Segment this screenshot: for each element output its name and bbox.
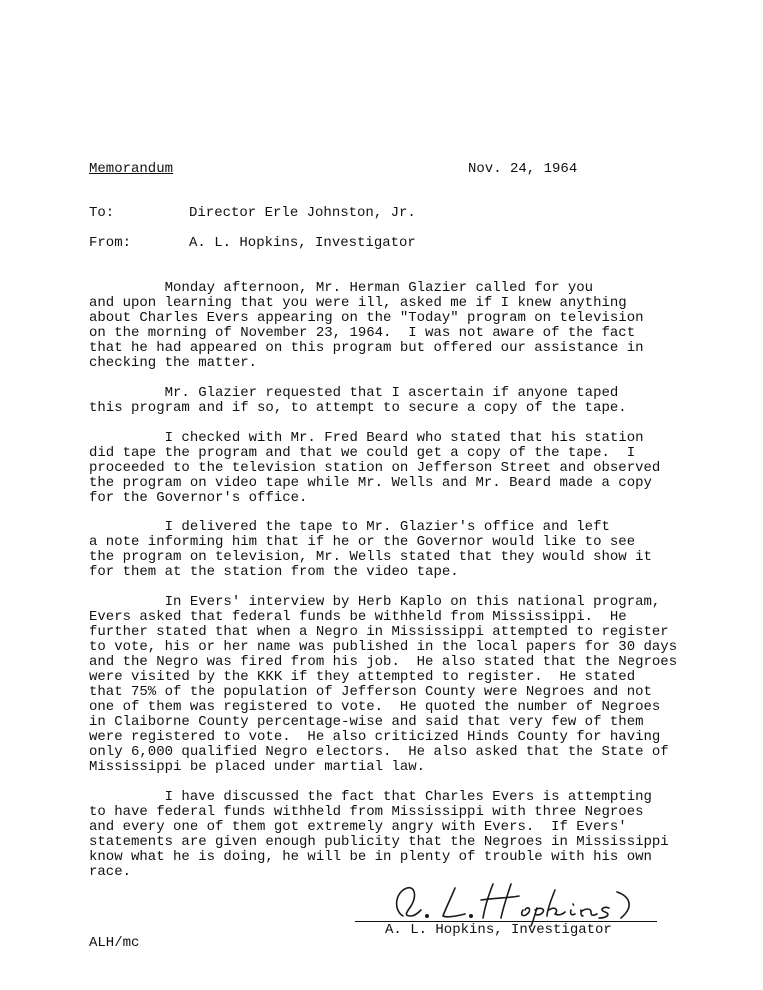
paragraph-line: that 75% of the population of Jefferson County were Negroes and not: [89, 684, 652, 700]
paragraph-line: Monday afternoon, Mr. Herman Glazier called for you: [89, 280, 594, 296]
paragraph-line: about Charles Evers appearing on the "Today" program on television: [89, 310, 644, 326]
memo-title: Memorandum: [89, 161, 174, 177]
paragraph-line: race.: [89, 864, 132, 880]
paragraph-line: this program and if so, to attempt to secure a copy of the tape.: [89, 400, 627, 416]
paragraph-line: on the morning of November 23, 1964. I was not aware of the fact: [89, 325, 636, 341]
paragraph-conclusion: [89, 790, 729, 880]
paragraph-line: proceeded to the television station on Jefferson Street and observed: [89, 460, 661, 476]
paragraph-line: Mr. Glazier requested that I ascertain if anyone taped: [89, 385, 619, 401]
paragraph-interview-summary: [89, 595, 729, 775]
from-value: A. L. Hopkins, Investigator: [189, 235, 416, 251]
paragraph-line: Mississippi be placed under martial law.: [89, 759, 426, 775]
paragraph-line: only 6,000 qualified Negro electors. He also asked that the State of: [89, 744, 669, 760]
paragraph-line: In Evers' interview by Herb Kaplo on this national program,: [89, 594, 661, 610]
paragraph-line: checking the matter.: [89, 355, 258, 371]
paragraph-line: for them at the station from the video tape.: [89, 564, 459, 580]
paragraph-line: for the Governor's office.: [89, 490, 308, 506]
paragraph-line: one of them was registered to vote. He quoted the number of Negroes: [89, 699, 661, 715]
to-value: Director Erle Johnston, Jr.: [189, 205, 416, 221]
paragraph-line: I checked with Mr. Fred Beard who stated that his station: [89, 430, 644, 446]
paragraph-line: were visited by the KKK if they attempted to register. He stated: [89, 669, 636, 685]
memo-date: Nov. 24, 1964: [468, 161, 578, 177]
to-label: To:: [89, 205, 115, 221]
paragraph-line: and upon learning that you were ill, asked me if I knew anything: [89, 295, 627, 311]
paragraph-line: to vote, his or her name was published in the local papers for 30 days: [89, 639, 678, 655]
reference-initials: ALH/mc: [89, 935, 140, 951]
paragraph-station-visit: [89, 431, 729, 506]
paragraph-line: the program on television, Mr. Wells stated that they would show it: [89, 549, 652, 565]
paragraph-line: were registered to vote. He also criticized Hinds County for having: [89, 729, 661, 745]
paragraph-line: and the Negro was fired from his job. He also stated that the Negroes: [89, 654, 678, 670]
paragraph-line: I have discussed the fact that Charles Evers is attempting: [89, 789, 652, 805]
paragraph-line: know what he is doing, he will be in plenty of trouble with his own: [89, 849, 652, 865]
paragraph-line: the program on video tape while Mr. Wells and Mr. Beard made a copy: [89, 475, 652, 491]
paragraph-glazier-call: [89, 281, 729, 371]
paragraph-tape-request: [89, 386, 729, 416]
paragraph-line: I delivered the tape to Mr. Glazier's office and left: [89, 519, 610, 535]
from-label: From:: [89, 235, 132, 251]
paragraph-line: did tape the program and that we could get a copy of the tape. I: [89, 445, 636, 461]
paragraph-line: a note informing him that if he or the Governor would like to see: [89, 534, 636, 550]
paragraph-line: statements are given enough publicity that the Negroes in Mississippi: [89, 834, 669, 850]
paragraph-line: and every one of them got extremely angry with Evers. If Evers': [89, 819, 627, 835]
paragraph-line: further stated that when a Negro in Mississippi attempted to register: [89, 624, 669, 640]
paragraph-tape-delivery: [89, 520, 729, 580]
paragraph-line: in Claiborne County percentage-wise and said that very few of them: [89, 714, 644, 730]
paragraph-line: that he had appeared on this program but offered our assistance in: [89, 340, 644, 356]
paragraph-line: to have federal funds withheld from Mississippi with three Negroes: [89, 804, 644, 820]
signature-typed-name: A. L. Hopkins, Investigator: [385, 922, 612, 938]
paragraph-line: Evers asked that federal funds be withheld from Mississippi. He: [89, 609, 627, 625]
signature-block: [355, 880, 665, 940]
